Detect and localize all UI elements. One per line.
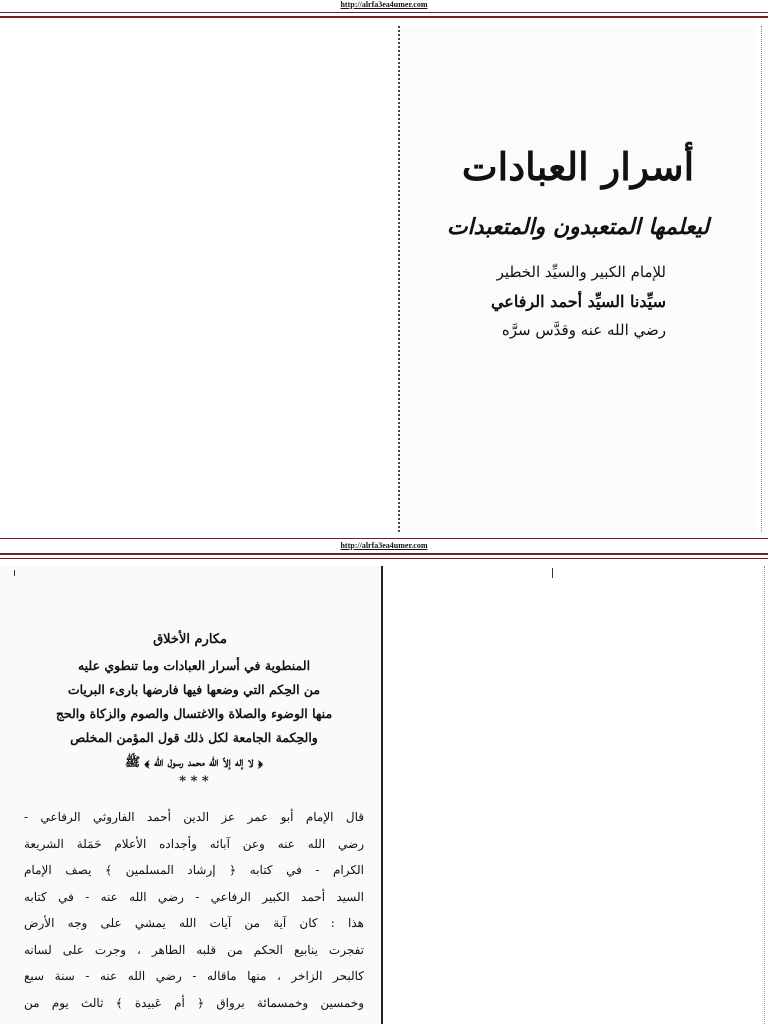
divider-middle-thin — [0, 558, 768, 559]
paragraph-line: رضي الله عنه وعن آبائه وأجداده الأعلام حَمَلة الشريعة — [24, 836, 364, 851]
book-subtitle: ليعلمها المتعبدون والمتعبدات — [446, 214, 710, 240]
divider-top-thick — [0, 16, 768, 18]
paragraph-line: السيد أحمد الكبير الرفاعي - رضي الله عنه - في كتابه — [24, 889, 364, 904]
source-link[interactable]: http://alrfa3ea4umer.com — [340, 0, 428, 9]
source-link[interactable]: http://alrfa3ea4umer.com — [340, 541, 428, 550]
divider-middle-thick — [0, 553, 768, 555]
intro-line: المنطوية في أسرار العبادات وما تنطوي عليه — [77, 658, 311, 673]
scan-mark — [14, 570, 15, 576]
paragraph-line: تفجرت ينابيع الحكم من قلبه الطاهر ، وجرت على لسانه — [24, 942, 364, 957]
intro-line: من الحِكم التي وضعها فيها فارضها بارىء البريات — [67, 682, 321, 697]
paragraph-line: كالبحر الزاخر ، منها ماقاله - رضي الله عنه - سنة سبع — [24, 969, 364, 983]
intro-block — [24, 654, 364, 789]
author-line: للإمام الكبير والسيِّد الخطير — [496, 263, 666, 281]
separator: * * * — [179, 774, 209, 789]
author-line: رضي الله عنه وقدَّس سرَّه — [501, 321, 666, 339]
page-edge-dots — [764, 566, 766, 1024]
author-block — [491, 258, 666, 345]
blank-page — [386, 566, 768, 1024]
text-page — [0, 566, 380, 1024]
shahada-line: ﴿ لا إله إلاّ الله محمد رسول الله ﴾ ﷺ — [125, 754, 263, 769]
book-spine — [379, 566, 385, 1024]
source-url-middle[interactable] — [0, 541, 768, 550]
book-title: أسرار العبادات — [461, 144, 695, 189]
paragraph — [24, 804, 364, 1016]
section-heading: مكارم الأخلاق — [153, 632, 227, 647]
source-url-top[interactable] — [0, 0, 768, 9]
paragraph-line: الكرام - في كتابه ﴿ إرشاد المسلمين ﴾ يصف الإمام — [24, 863, 364, 877]
paragraph-line: هذا : كان آية من آيات الله يمشي على وجه الأرض — [24, 916, 364, 930]
intro-line: منها الوضوء والصلاة والاغتسال والصوم والزكاة والحج — [55, 706, 333, 721]
paragraph-line: قال الإمام أبو عمر عز الدين أحمد الفاروثي الرفاعي - — [24, 810, 364, 824]
cover-page — [398, 26, 756, 532]
scan-mark — [552, 568, 553, 578]
intro-line: والحِكمة الجامعة لكل ذلك قول المؤمن المخلص — [70, 730, 318, 745]
author-line: سيِّدنا السيِّد أحمد الرفاعي — [490, 292, 666, 311]
divider-middle — [0, 538, 768, 539]
page-edge — [757, 26, 762, 532]
divider-top — [0, 12, 768, 13]
spine-line — [381, 566, 383, 1024]
paragraph-line: وخمسين وخمسمائة برواق ﴿ أم عَبيدة ﴾ ثالث يوم من — [24, 995, 364, 1010]
